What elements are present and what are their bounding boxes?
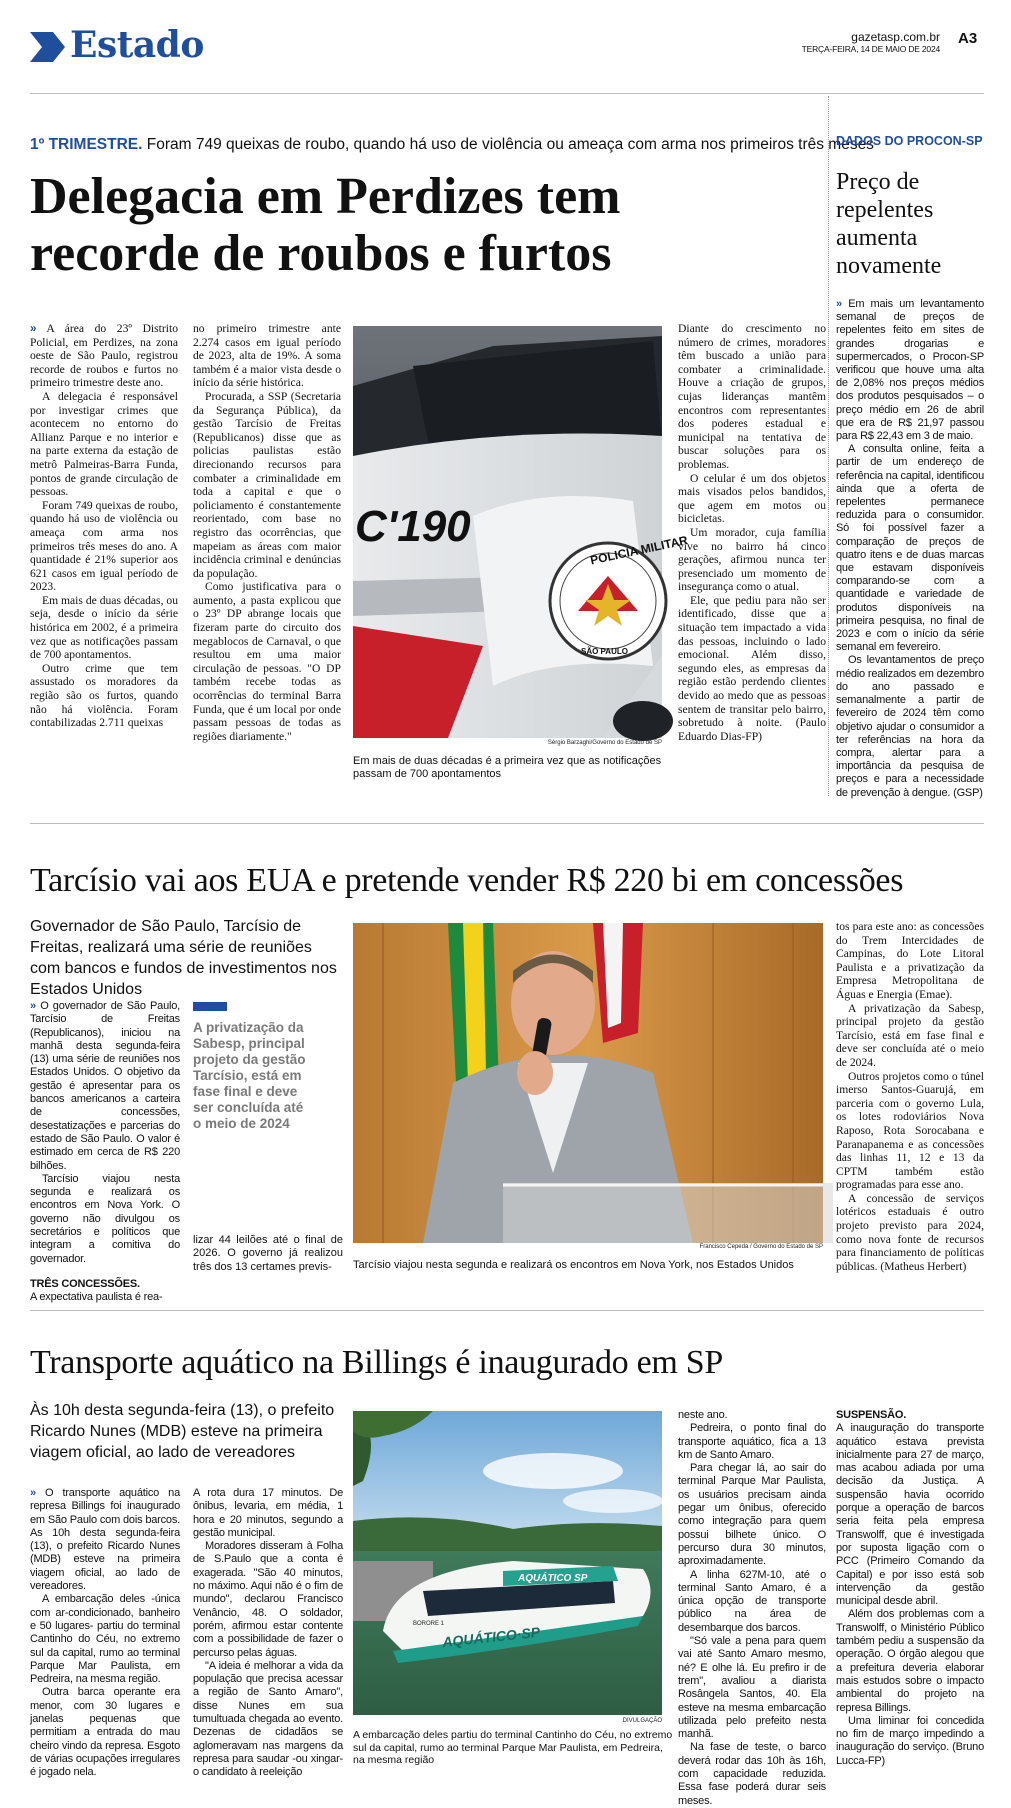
- article1-headline: Delegacia em Perdizes tem recorde de roubos e furtos: [30, 168, 621, 282]
- svg-text:SÃO PAULO: SÃO PAULO: [581, 647, 628, 656]
- article3-caption: A embarcação deles partiu do terminal Cantinho do Céu, no extremo sul da capital, rumo ao terminal Parque Mar Paulista, em Pedreira, na mesma região: [353, 1729, 673, 1766]
- rule-1: [30, 823, 984, 824]
- section-masthead: [30, 24, 230, 66]
- article3-headline: Transporte aquático na Billings é inaugurado em SP: [30, 1344, 723, 1381]
- article3-col4: SUSPENSÃO. A inauguração do transporte aquático estava prevista inicialmente para 27 de março, mas acabou adiada por uma decisão da Justiça. A suspensão havia ocorrido porque a operação de barcos seria feita pela empresa Transwolff, que é investigada por suposta ligação com o PCC (Primeiro Comando da Capital) e por isso está sob intervenção da gestão municipal desde abril. Além dos problemas com a Transwolff, o Ministério Público também pediu a suspensão da operação. O órgão alegou que a prefeitura deveria elaborar mais estudos sobre o impacto ambiental do projeto na represa Billings. Uma liminar foi concedida no fim de março impedindo a inauguração do serviço. (Bruno Lucca-FP): [836, 1409, 984, 1767]
- article3-deck: Às 10h desta segunda-feira (13), o prefeito Ricardo Nunes (MDB) esteve na primeira viagem oficial, ao lado de vereadores: [30, 1402, 335, 1461]
- article1-kicker: 1º TRIMESTRE. Foram 749 queixas de roubo, quando há uso de violência ou ameaça com arma nos primeiros três meses: [30, 136, 874, 153]
- article1-photo: [353, 326, 690, 738]
- article1-col3: Diante do crescimento no número de crimes, moradores têm buscado a união para combater a criminalidade. Houve a criação de grupos, cujas lideranças mantêm encontros com representantes dos poderes estadual e municipal na tentativa de buscar soluções para os problemas. O celular é um dos objetos mais visados pelos bandidos, que agem em motos ou bicicletas. Um morador, cuja família vive no bairro há cinco gerações, afirmou nunca ter presenciado um momento de insegurança como o atual. Ele, que pediu para não ser identificado, disse que a situação tem impactado a vida das pessoas, incluindo o lado emocional. Além disso, segundo eles, as empresas da região estão perdendo clientes devido ao medo que as pessoas sentem de transitar pelo bairro, sobretudo à noite. (Paulo Eduardo Dias-FP): [678, 322, 826, 743]
- svg-text:POLICIA MILITAR: POLICIA MILITAR: [588, 533, 690, 568]
- article3-photo-credit: DIVULGAÇÃO: [622, 1718, 662, 1724]
- article3-photo: [353, 1411, 662, 1715]
- section-title: Estado: [70, 24, 204, 66]
- page-number: A3: [958, 30, 978, 47]
- article2-col2-tail: lizar 44 leilões até o final de 2026. O governo já realizou três dos 13 certames previs-: [193, 1234, 343, 1273]
- sidebar-divider: [828, 96, 829, 796]
- article1-col1: » A área do 23º Distrito Policial, em Perdizes, na zona oeste de São Paulo, registrou recorde de roubos e furtos no primeiro trimestre deste ano. A delegacia é responsável por investigar crimes que acontecem no entorno do Allianz Parque e no interior e na parte externa da estação de metrô Palmeiras-Barra Funda, pontos de grande circulação de pessoas. Foram 749 queixas de roubo, quando há uso de violência ou ameaça com arma nos primeiros três meses do ano. A quantidade é 21% superior aos 621 casos em igual período de 2023. Em mais de duas décadas, ou seja, desde o início da série histórica em 2002, é a primeira vez que as notificações passam de 700 apontamentos. Outro crime que tem assustado os moradores da região são os furtos, quando não há violência. Foram contabilizadas 2.711 queixas: [30, 322, 178, 730]
- svg-text:AQUÁTICO·SP: AQUÁTICO·SP: [441, 1623, 541, 1650]
- svg-text:BORORE 1: BORORE 1: [413, 1621, 445, 1627]
- svg-text:AQUÁTICO SP: AQUÁTICO SP: [518, 1573, 588, 1584]
- rule-2: [30, 1310, 984, 1311]
- article2-headline: Tarcísio vai aos EUA e pretende vender R$ 220 bi em concessões: [30, 862, 904, 899]
- article1-photo-credit: Sérgio Barzaghi/Governo do Estado de SP: [547, 740, 662, 746]
- chevron-double-icon: [30, 30, 68, 64]
- article3-col3: neste ano. Pedreira, o ponto final do transporte aquático, fica a 13 km de Santo Amaro. Para chegar lá, ao sair do terminal Parque Mar Paulista, os usuários precisam ainda pegar um ônibus, oferecido como integração para quem possui bilhete único. O percurso dura 30 minutos, aproximadamente. A linha 627M-10, até o terminal Santo Amaro, é a única opção de transporte público na área de desembarque dos barcos. "Só vale a pena para quem vai até Santo Amaro mesmo, né? E olhe lá. Eu prefiro ir de trem", avaliou a diarista Rosângela Santos, 40. Ela esteve na mesma embarcação utilizada pelo prefeito nesta manhã. Na fase de teste, o barco deverá rodar das 10h às 16h, com capacidade reduzida. Essa fase poderá durar seis meses.: [678, 1409, 826, 1807]
- article2-caption: Tarcísio viajou nesta segunda e realizará os encontros em Nova York, nos Estados Unidos: [353, 1259, 794, 1271]
- sidebar-headline: Preço de repelentes aumenta novamente: [836, 169, 942, 279]
- site-url: gazetasp.com.br: [851, 30, 940, 44]
- top-rule: [30, 93, 984, 94]
- sidebar-kicker: DADOS DO PROCON-SP: [836, 134, 983, 148]
- police-car-image: [353, 326, 690, 738]
- boat-image: [353, 1411, 662, 1715]
- pullquote-bar: [193, 1002, 227, 1011]
- article2-deck: Governador de São Paulo, Tarcísio de Freitas, realizará uma série de reuniões com bancos e fundos de investimentos nos Estados Unidos: [30, 918, 337, 998]
- publication-date: TERÇA-FEIRA, 14 DE MAIO DE 2024: [801, 44, 940, 54]
- article2-col3: tos para este ano: as concessões do Trem Intercidades de Campinas, do Lote Litoral Paulista e a privatização da Empresa Metropolitana de Águas e Energia (Emae). A privatização da Sabesp, principal projeto da gestão Tarcísio, está em fase final e deve ser concluída até o meio de 2024. Outros projetos como o túnel imerso Santos-Guarujá, em parceria com o governo Lula, os lotes rodoviários Nova Raposo, Rota Sorocabana e Paranapanema e as concessões das linhas 11, 12 e 13 da CPTM também estão programadas para esse ano. A concessão de serviços lotéricos estaduais é outro projeto previsto para 2024, como nova fonte de recursos para financiamento de políticas públicas. (Matheus Herbert): [836, 920, 984, 1273]
- article3-col2: A rota dura 17 minutos. De ônibus, levaria, em média, 1 hora e 20 minutos, segundo a gestão municipal. Moradores disseram à Folha de S.Paulo que a conta é exagerada. "São 40 minutos, no máximo. Aqui não é o fim de mundo", declarou Francisco Venâncio, 48. O soldador, porém, afirmou estar contente com a possibilidade de fazer o percurso pelas águas. "A ideia é melhorar a vida da população que precisa acessar a região de Santo Amaro", disse Nunes em sua tumultuada chegada ao evento. Dezenas de cidadãos se aglomeravam nas margens da represa para saudar -ou xingar- o candidato à reeleição: [193, 1487, 343, 1779]
- article2-pullquote: A privatização da Sabesp, principal projeto da gestão Tarcísio, está em fase final e deve ser concluída até o meio de 2024: [193, 1020, 306, 1131]
- governor-speech-image: [353, 923, 823, 1243]
- sidebar-body: » Em mais um levantamento semanal de preços de repelentes feito em sites de grandes drogarias e supermercados, o Procon-SP verificou que houve uma alta de 2,08% nos preços médios dos produtos pesquisados – o preço médio em 26 de abril que era de R$ 21,97 passou para R$ 22,43 em 3 de maio. A consulta online, feita a partir de um endereço de referência na capital, identificou ainda que a oferta de repelentes permanece reduzida para o consumidor. Só foi possível fazer a comparação de preços de quatro itens e de duas marcas que estavam disponíveis comparando-se com a quantidade e variedade de produtos disponíveis na primeira pesquisa, no final de 2023 e com o início da série semanal em fevereiro. Os levantamentos de preço médio realizados em dezembro do ano passado e semanalmente a partir de fevereiro de 2024 têm como objetivo ajudar o consumidor a ter referências na hora da compra, alertar para a importância da pesquisa de preços e para a necessidade de prevenção à dengue. (GSP): [836, 298, 984, 799]
- article2-photo-credit: Francisco Cepeda / Governo do Estado de SP: [699, 1244, 823, 1250]
- article3-col1: » O transporte aquático na represa Billings foi inaugurado em São Paulo com dois barcos. As 10h desta segunda-feira (13), o prefeito Ricardo Nunes (MDB) esteve na primeira viagem oficial, ao lado de vereadores. A embarcação deles -única com ar-condicionado, banheiro e 50 lugares- partiu do terminal Cantinho do Céu, no extremo sul da capital, rumo ao terminal Parque Mar Paulista, em Pedreira, na mesma região. Outra barca operante era menor, com 30 lugares e janelas pequenas que permitiam a entrada do mau cheiro vindo da represa. Esgoto de várias ocupações irregulares é jogado nela.: [30, 1487, 180, 1779]
- article1-caption: Em mais de duas décadas é a primeira vez que as notificações passam de 700 apontamentos: [353, 755, 662, 780]
- svg-text:C'190: C'190: [355, 502, 471, 551]
- article2-col1: » O governador de São Paulo, Tarcísio de Freitas (Republicanos), iniciou na manhã desta segunda-feira (13) uma série de reuniões nos Estados Unidos. O objetivo da gestão é apresentar para os bancos americanos a carteira de concessões, desestatizações e parcerias do estado de São Paulo. O valor é estimado em cerca de R$ 220 bilhões. Tarcísio viajou nesta segunda e realizará os encontros em Nova York. O governo não divulgou os secretários e políticos que integram a comitiva do governador. TRÊS CONCESSÕES. A expectativa paulista é rea-: [30, 1000, 181, 1304]
- article1-col2: no primeiro trimestre ante 2.274 casos em igual período de 2023, alta de 19%. A soma também é a maior vista desde o início da série histórica. Procurada, a SSP (Secretaria da Segurança Pública), da gestão Tarcísio de Freitas (Republicanos) disse que as policias paulistas estão direcionando recursos para combater a criminalidade em toda a capital e que o policiamento é constantemente reorientado, com base no registro das ocorrências, que mapeiam as áreas com maior incidência criminal e denúncias da população. Como justificativa para o aumento, a pasta explicou que o 23º DP abrange locais que fizeram parte do circuito dos megablocos de Carnaval, o que resultou em uma maior circulação de pessoas. "O DP também recebe todas as ocorrências do terminal Barra Funda, que é um local por onde passam pessoas de todas as regiões diariamente.": [193, 322, 341, 743]
- article2-photo: [353, 923, 823, 1243]
